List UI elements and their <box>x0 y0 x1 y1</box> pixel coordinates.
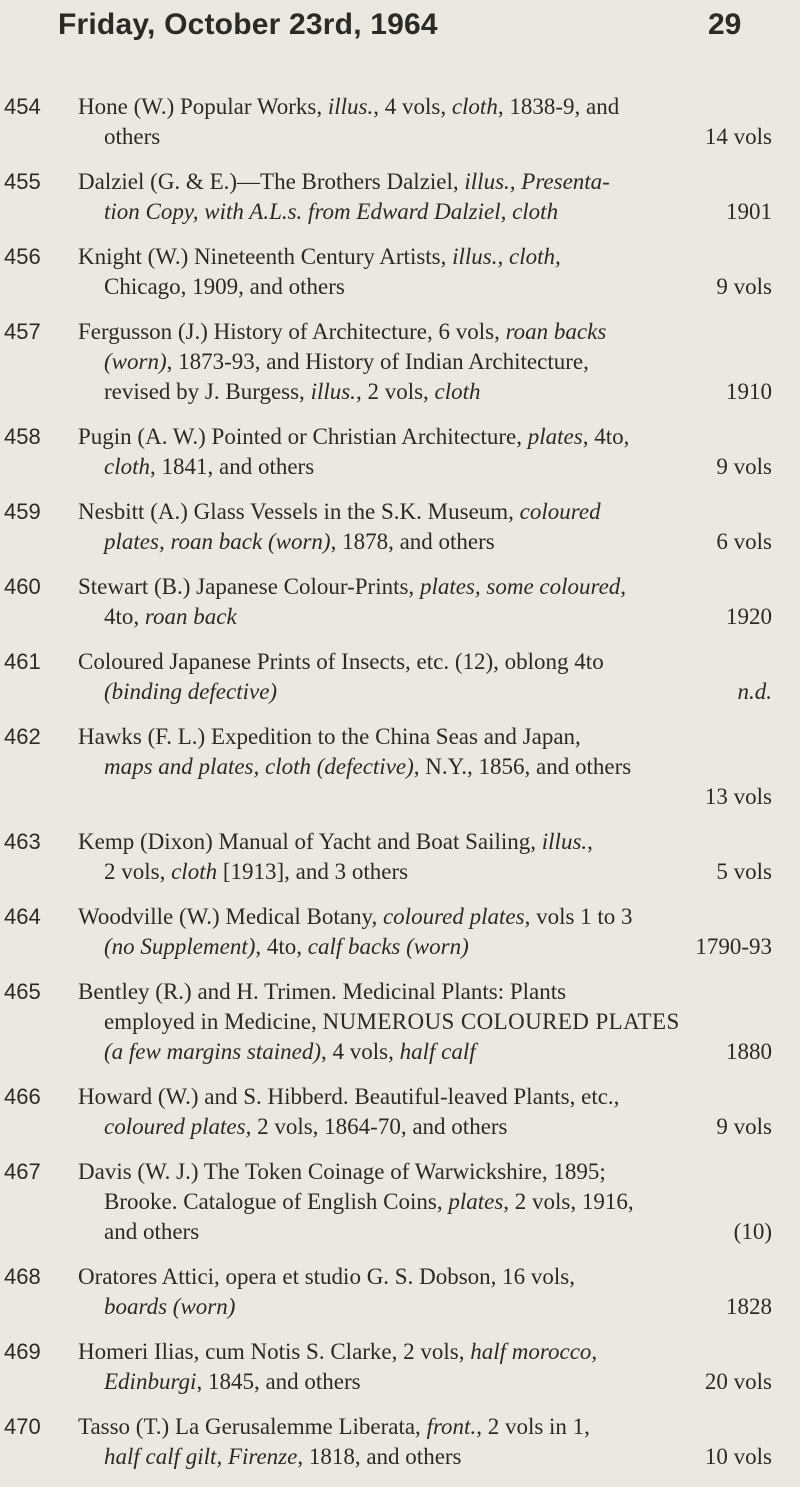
lot-number: 456 <box>4 244 41 269</box>
lot-quantity: 9 vols <box>716 1114 772 1139</box>
lot-date: n.d. <box>737 679 772 704</box>
lot-463 <box>0 827 800 887</box>
lot-description-cont: maps and plates, cloth (defective), N.Y., 1856, and others <box>104 754 632 779</box>
lot-quantity: 20 vols <box>704 1369 772 1394</box>
lot-description: Dalziel (G. & E.)—The Brothers Dalziel, illus., Presenta- <box>78 169 610 194</box>
lot-description-cont: boards (worn) <box>104 1294 236 1319</box>
lot-quantity: 13 vols <box>704 784 772 809</box>
lot-description-cont: employed in Medicine, NUMEROUS COLOURED PLATES <box>104 1009 680 1034</box>
lot-description-cont: plates, roan back (worn), 1878, and others <box>104 529 495 554</box>
lot-description: Homeri Ilias, cum Notis S. Clarke, 2 vols, half morocco, <box>78 1339 598 1364</box>
lot-number: 458 <box>4 424 41 449</box>
lot-458 <box>0 422 800 482</box>
lot-description-cont: cloth, 1841, and others <box>104 454 315 479</box>
lot-469 <box>0 1337 800 1397</box>
lot-number: 467 <box>4 1159 41 1184</box>
lot-description: Kemp (Dixon) Manual of Yacht and Boat Sailing, illus., <box>78 829 593 854</box>
lot-description-cont: (worn), 1873-93, and History of Indian Architecture, <box>104 349 589 374</box>
lot-description: Pugin (A. W.) Pointed or Christian Architecture, plates, 4to, <box>78 424 630 449</box>
lot-description-cont: 4to, roan back <box>104 604 237 629</box>
lot-description: Oratores Attici, opera et studio G. S. Dobson, 16 vols, <box>78 1264 576 1289</box>
lot-description-cont: revised by J. Burgess, illus., 2 vols, cloth <box>104 379 481 404</box>
lot-quantity: 14 vols <box>704 124 772 149</box>
lot-description: Fergusson (J.) History of Architecture, 6 vols, roan backs <box>78 319 607 344</box>
lot-description-cont: half calf gilt, Firenze, 1818, and others <box>104 1444 462 1469</box>
lot-number: 465 <box>4 979 41 1004</box>
lot-description-cont: Chicago, 1909, and others <box>104 274 345 299</box>
lot-date: 1920 <box>726 604 772 629</box>
page-header <box>0 8 800 68</box>
lot-466 <box>0 1082 800 1142</box>
lot-description: Woodville (W.) Medical Botany, coloured plates, vols 1 to 3 <box>78 904 633 929</box>
lot-465 <box>0 977 800 1067</box>
lot-list <box>0 92 800 1487</box>
lot-description: Hawks (F. L.) Expedition to the China Seas and Japan, <box>78 724 581 749</box>
lot-number: 464 <box>4 904 41 929</box>
lot-description-cont: and others <box>104 1219 200 1244</box>
lot-quantity: 10 vols <box>704 1444 772 1469</box>
lot-description: Stewart (B.) Japanese Colour-Prints, plates, some coloured, <box>78 574 627 599</box>
lot-description-cont: (no Supplement), 4to, calf backs (worn) <box>104 934 469 959</box>
lot-description: Howard (W.) and S. Hibberd. Beautiful-leaved Plants, etc., <box>78 1084 620 1109</box>
lot-number: 459 <box>4 499 41 524</box>
lot-description-cont: 2 vols, cloth [1913], and 3 others <box>104 859 409 884</box>
lot-454 <box>0 92 800 152</box>
lot-description: Coloured Japanese Prints of Insects, etc. (12), oblong 4to <box>78 649 604 674</box>
lot-description: Knight (W.) Nineteenth Century Artists, illus., cloth, <box>78 244 561 269</box>
lot-description-cont: Brooke. Catalogue of English Coins, plates, 2 vols, 1916, <box>104 1189 634 1214</box>
lot-462 <box>0 722 800 812</box>
lot-455 <box>0 167 800 227</box>
lot-470 <box>0 1412 800 1472</box>
lot-number: 462 <box>4 724 41 749</box>
lot-number: 460 <box>4 574 41 599</box>
lot-date: 1901 <box>726 199 772 224</box>
lot-date: 1790-93 <box>695 934 772 959</box>
lot-date: 1910 <box>726 379 772 404</box>
lot-description-cont: coloured plates, 2 vols, 1864-70, and others <box>104 1114 508 1139</box>
lot-number: 469 <box>4 1339 41 1364</box>
lot-number: 463 <box>4 829 41 854</box>
lot-description-cont: others <box>104 124 161 149</box>
lot-description: Hone (W.) Popular Works, illus., 4 vols, cloth, 1838-9, and <box>78 94 620 119</box>
lot-description: Davis (W. J.) The Token Coinage of Warwickshire, 1895; <box>78 1159 606 1184</box>
lot-quantity: 9 vols <box>716 454 772 479</box>
lot-description-cont: Edinburgi, 1845, and others <box>104 1369 361 1394</box>
page-number: 29 <box>708 8 742 41</box>
lot-description: Nesbitt (A.) Glass Vessels in the S.K. Museum, coloured <box>78 499 601 524</box>
lot-459 <box>0 497 800 557</box>
lot-quantity: 5 vols <box>716 859 772 884</box>
sale-date: Friday, October 23rd, 1964 <box>58 8 438 41</box>
lot-quantity: 6 vols <box>716 529 772 554</box>
lot-468 <box>0 1262 800 1322</box>
lot-number: 461 <box>4 649 41 674</box>
lot-description-cont: (a few margins stained), 4 vols, half calf <box>104 1039 476 1064</box>
lot-number: 466 <box>4 1084 41 1109</box>
lot-461 <box>0 647 800 707</box>
lot-quantity: 9 vols <box>716 274 772 299</box>
lot-number: 470 <box>4 1414 41 1439</box>
lot-description-cont: (binding defective) <box>104 679 278 704</box>
lot-number: 455 <box>4 169 41 194</box>
lot-number: 454 <box>4 94 41 119</box>
lot-457 <box>0 317 800 407</box>
lot-467 <box>0 1157 800 1247</box>
lot-quantity: (10) <box>733 1219 772 1244</box>
lot-464 <box>0 902 800 962</box>
lot-number: 468 <box>4 1264 41 1289</box>
lot-description: Tasso (T.) La Gerusalemme Liberata, front., 2 vols in 1, <box>78 1414 590 1439</box>
lot-description: Bentley (R.) and H. Trimen. Medicinal Plants: Plants <box>78 979 567 1004</box>
lot-456 <box>0 242 800 302</box>
lot-date: 1828 <box>726 1294 772 1319</box>
lot-description-cont: tion Copy, with A.L.s. from Edward Dalziel, cloth <box>104 199 559 224</box>
lot-460 <box>0 572 800 632</box>
lot-number: 457 <box>4 319 41 344</box>
lot-date: 1880 <box>726 1039 772 1064</box>
